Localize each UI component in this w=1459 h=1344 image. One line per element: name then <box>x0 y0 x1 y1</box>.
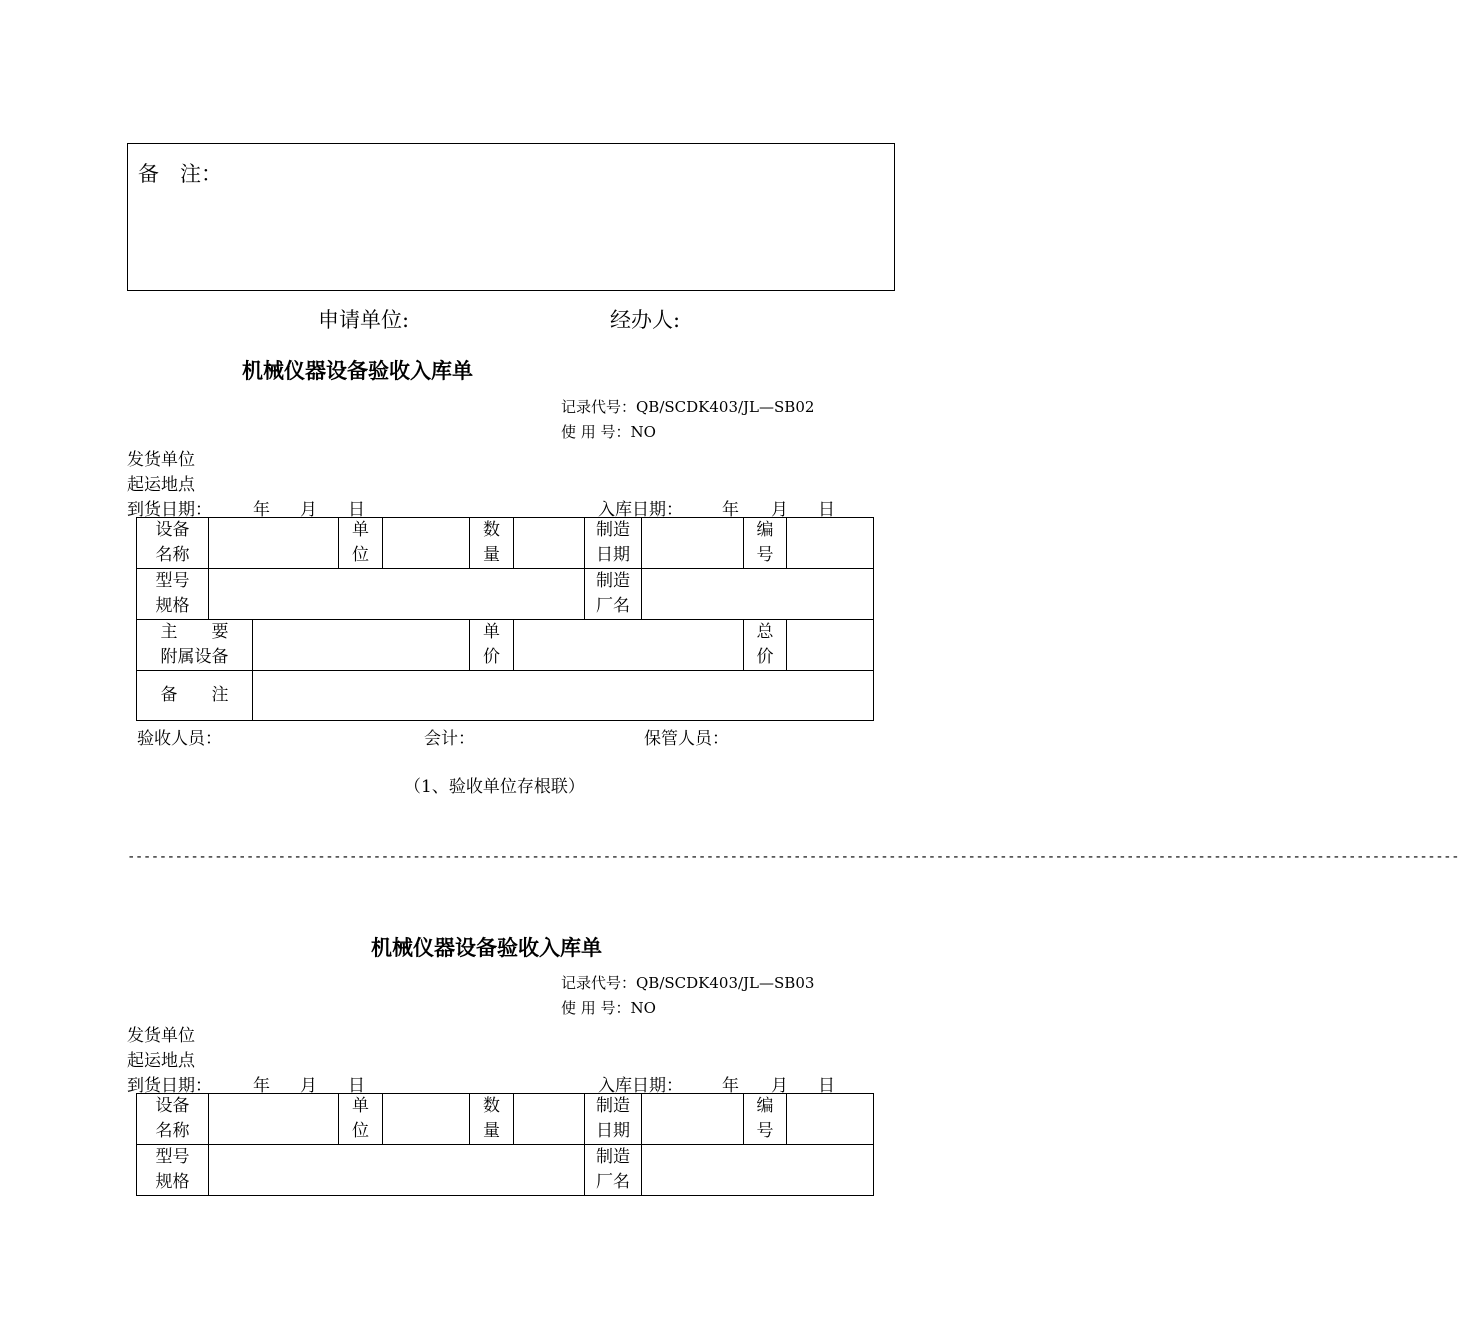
unit-label: 单 位 <box>339 1094 383 1145</box>
model-spec-label: 型号 规格 <box>137 1145 209 1196</box>
form1-storage-year: 年 <box>722 500 739 520</box>
form2-shipper-label: 发货单位 <box>127 1026 195 1046</box>
form1-storage-date-label: 入库日期： <box>598 500 683 520</box>
manufacture-date-label: 制造 日期 <box>585 518 642 569</box>
form2-title: 机械仪器设备验收入库单 <box>371 935 602 960</box>
unit-field[interactable] <box>383 518 470 569</box>
quantity-field[interactable] <box>514 1094 585 1145</box>
manufacture-date-label: 制造 日期 <box>585 1094 642 1145</box>
manufacturer-field[interactable] <box>642 569 874 620</box>
form2-storage-date-label: 入库日期： <box>598 1076 683 1096</box>
quantity-label: 数 量 <box>470 1094 514 1145</box>
form1-arrival-date-label: 到货日期： <box>127 500 212 520</box>
equipment-name-field[interactable] <box>209 518 339 569</box>
form2-row-basic <box>137 1094 874 1145</box>
form2-arrival-month: 月 <box>300 1076 317 1096</box>
serial-number-label: 编 号 <box>744 518 787 569</box>
form1-arrival-month: 月 <box>300 500 317 520</box>
form2-arrival-year: 年 <box>253 1076 270 1096</box>
quantity-label: 数 量 <box>470 518 514 569</box>
unit-price-field[interactable] <box>514 620 744 671</box>
form1-table <box>136 517 874 721</box>
remarks-label: 备 注： <box>138 162 222 186</box>
equipment-name-label: 设备 名称 <box>137 1094 209 1145</box>
auxiliary-equipment-label: 主 要 附属设备 <box>137 620 253 671</box>
form1-row-remark <box>137 671 874 721</box>
quantity-field[interactable] <box>514 518 585 569</box>
auxiliary-equipment-field[interactable] <box>253 620 470 671</box>
unit-price-label: 单 价 <box>470 620 514 671</box>
form2-storage-month: 月 <box>771 1076 788 1096</box>
form2-record-code: 记录代号：QB/SCDK403/JL—SB03 <box>561 974 815 992</box>
keeper-label: 保管人员： <box>644 729 729 749</box>
form1-shipper-label: 发货单位 <box>127 450 195 470</box>
manufacturer-label: 制造 厂名 <box>585 569 642 620</box>
serial-number-field[interactable] <box>787 518 874 569</box>
total-price-label: 总 价 <box>744 620 787 671</box>
cut-line: ------------------------------------------------------------------------------------------------------------------------------------------------------------------------ <box>127 849 1459 865</box>
model-spec-label: 型号 规格 <box>137 569 209 620</box>
form1-origin-label: 起运地点 <box>127 475 195 495</box>
form2-table <box>136 1093 874 1196</box>
manufacture-date-field[interactable] <box>642 1094 744 1145</box>
equipment-name-label: 设备 名称 <box>137 518 209 569</box>
form1-arrival-day: 日 <box>348 500 365 520</box>
form1-storage-month: 月 <box>771 500 788 520</box>
manufacturer-label: 制造 厂名 <box>585 1145 642 1196</box>
form1-record-code: 记录代号：QB/SCDK403/JL—SB02 <box>561 398 815 416</box>
equipment-name-field[interactable] <box>209 1094 339 1145</box>
handler-label: 经办人: <box>610 308 681 332</box>
form2-use-number: 使 用 号：NO <box>561 999 656 1017</box>
form1-storage-day: 日 <box>818 500 835 520</box>
unit-field[interactable] <box>383 1094 470 1145</box>
model-spec-field[interactable] <box>209 1145 585 1196</box>
form2-row-model <box>137 1145 874 1196</box>
manufacture-date-field[interactable] <box>642 518 744 569</box>
copy-note: （1、验收单位存根联） <box>404 777 585 797</box>
form1-use-number: 使 用 号：NO <box>561 423 656 441</box>
manufacturer-field[interactable] <box>642 1145 874 1196</box>
remark-field[interactable] <box>253 671 874 721</box>
serial-number-field[interactable] <box>787 1094 874 1145</box>
form1-title: 机械仪器设备验收入库单 <box>242 358 473 383</box>
form2-origin-label: 起运地点 <box>127 1051 195 1071</box>
unit-label: 单 位 <box>339 518 383 569</box>
form1-row-basic <box>137 518 874 569</box>
applicant-unit-label: 申请单位: <box>318 308 410 332</box>
form2-storage-day: 日 <box>818 1076 835 1096</box>
remarks-box[interactable] <box>127 143 895 291</box>
form1-arrival-year: 年 <box>253 500 270 520</box>
remark-label: 备 注 <box>137 671 253 721</box>
form1-row-price <box>137 620 874 671</box>
form1-row-model <box>137 569 874 620</box>
serial-number-label: 编 号 <box>744 1094 787 1145</box>
accountant-label: 会计： <box>424 729 475 749</box>
total-price-field[interactable] <box>787 620 874 671</box>
form2-arrival-day: 日 <box>348 1076 365 1096</box>
form2-storage-year: 年 <box>722 1076 739 1096</box>
model-spec-field[interactable] <box>209 569 585 620</box>
inspector-label: 验收人员： <box>137 729 222 749</box>
form2-arrival-date-label: 到货日期： <box>127 1076 212 1096</box>
